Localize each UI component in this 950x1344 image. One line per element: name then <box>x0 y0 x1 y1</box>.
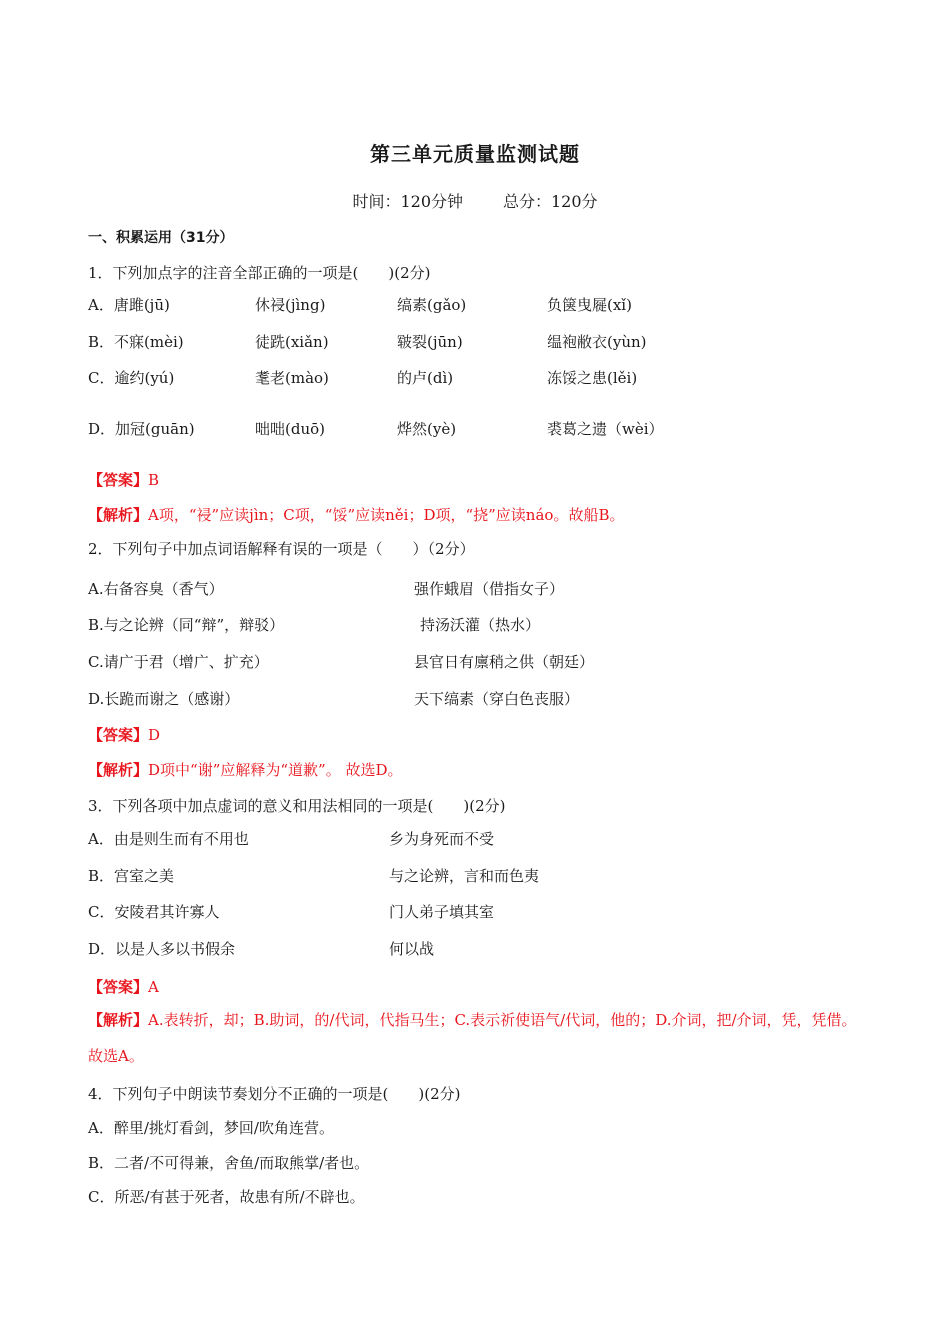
answer-value: A <box>148 978 159 996</box>
q3-option-c2: 门人弟子填其室 <box>389 903 495 921</box>
q4-option-c: C．所恶/有甚于死者，故患有所/不辟也。 <box>88 1188 365 1206</box>
q1-option-d1: D．加冠(guān) <box>88 420 195 438</box>
q1-option-c4: 冻馁之患(lěi) <box>547 369 638 387</box>
exam-meta <box>0 189 950 212</box>
answer-label: 【答案】 <box>88 978 149 996</box>
answer-value: D <box>148 726 161 744</box>
q2-option-a2: 强作蛾眉（借指女子） <box>414 580 565 598</box>
analysis-label: 【解析】 <box>88 761 149 779</box>
page-title: 第三单元质量监测试题 <box>370 142 580 166</box>
question-3-analysis <box>88 1002 868 1074</box>
q1-option-a2: 休祲(jìng) <box>255 296 326 314</box>
question-3-stem: 3．下列各项中加点虚词的意义和用法相同的一项是( )(2分) <box>88 797 506 815</box>
q1-option-b1: B．不寐(mèi) <box>88 333 184 351</box>
q3-option-d1: D．以是人多以书假余 <box>88 940 236 958</box>
q2-option-c2: 县官日有廪稍之供（朝廷） <box>414 653 595 671</box>
q4-option-a: A．醉里/挑灯看剑，梦回/吹角连营。 <box>88 1119 334 1137</box>
question-1-answer <box>88 469 159 490</box>
q1-option-c1: C．逾约(yú) <box>88 369 175 387</box>
q1-option-a3: 缟素(gǎo) <box>397 296 467 314</box>
q3-option-c1: C．安陵君其许寡人 <box>88 903 220 921</box>
question-2-analysis <box>88 759 403 780</box>
analysis-label: 【解析】 <box>88 506 149 524</box>
q1-option-c2: 耄老(mào) <box>255 369 329 387</box>
analysis-text: A.表转折，却；B.助词，的/代词，代指马生；C.表示祈使语气/代词，他的；D.介词，把/介词，凭，凭借。故选A。 <box>88 1011 857 1065</box>
q1-option-b2: 徒跣(xiǎn) <box>255 333 329 351</box>
q3-option-d2: 何以战 <box>389 940 435 958</box>
q2-option-a1: A.右备容臭（香气） <box>88 580 224 598</box>
q3-option-b1: B．宫室之美 <box>88 867 175 885</box>
question-2-answer <box>88 724 160 745</box>
q2-option-d1: D.长跪而谢之（感谢） <box>88 690 240 708</box>
q2-option-c1: C.请广于君（增广、扩充） <box>88 653 269 671</box>
q4-option-b: B．二者/不可得兼，舍鱼/而取熊掌/者也。 <box>88 1154 370 1172</box>
section-heading: 一、积累运用（31分） <box>88 230 234 246</box>
q1-option-d4: 裘葛之遗（wèi） <box>547 420 664 438</box>
analysis-label: 【解析】 <box>88 1011 149 1029</box>
q3-option-a2: 乡为身死而不受 <box>389 830 495 848</box>
q3-option-a1: A．由是则生而有不用也 <box>88 830 249 848</box>
q1-option-c3: 的卢(dì) <box>397 369 454 387</box>
question-1-analysis <box>88 504 624 525</box>
exam-score: 总分：120分 <box>503 192 598 211</box>
q1-option-d3: 烨然(yè) <box>397 420 457 438</box>
q2-option-d2: 天下缟素（穿白色丧服） <box>414 690 580 708</box>
exam-time: 时间：120分钟 <box>352 192 463 211</box>
q1-option-a4: 负箧曳屣(xǐ) <box>547 296 632 314</box>
q1-option-b3: 皲裂(jūn) <box>397 333 463 351</box>
q1-option-d2: 咄咄(duō) <box>255 420 325 438</box>
question-2-stem: 2．下列句子中加点词语解释有误的一项是（ ）（2分） <box>88 540 475 558</box>
answer-label: 【答案】 <box>88 726 149 744</box>
answer-value: B <box>148 471 160 489</box>
analysis-text: A项，“祲”应读jìn；C项，“馁”应读něi；D项，“挠”应读náo。故船B。 <box>148 506 625 524</box>
answer-label: 【答案】 <box>88 471 149 489</box>
question-3-answer <box>88 976 159 997</box>
q3-option-b2: 与之论辨，言和而色夷 <box>389 867 540 885</box>
question-1-stem: 1．下列加点字的注音全部正确的一项是( )(2分) <box>88 264 431 282</box>
q2-option-b2: 持汤沃灌（热水） <box>420 616 541 634</box>
q2-option-b1: B.与之论辨（同“辩”，辩驳） <box>88 616 285 634</box>
q1-option-a1: A．唐雎(jū) <box>88 296 170 314</box>
analysis-text: D项中“谢”应解释为“道歉”。 故选D。 <box>148 761 403 779</box>
question-4-stem: 4．下列句子中朗读节奏划分不正确的一项是( )(2分) <box>88 1085 461 1103</box>
q1-option-b4: 缊袍敝衣(yùn) <box>547 333 647 351</box>
